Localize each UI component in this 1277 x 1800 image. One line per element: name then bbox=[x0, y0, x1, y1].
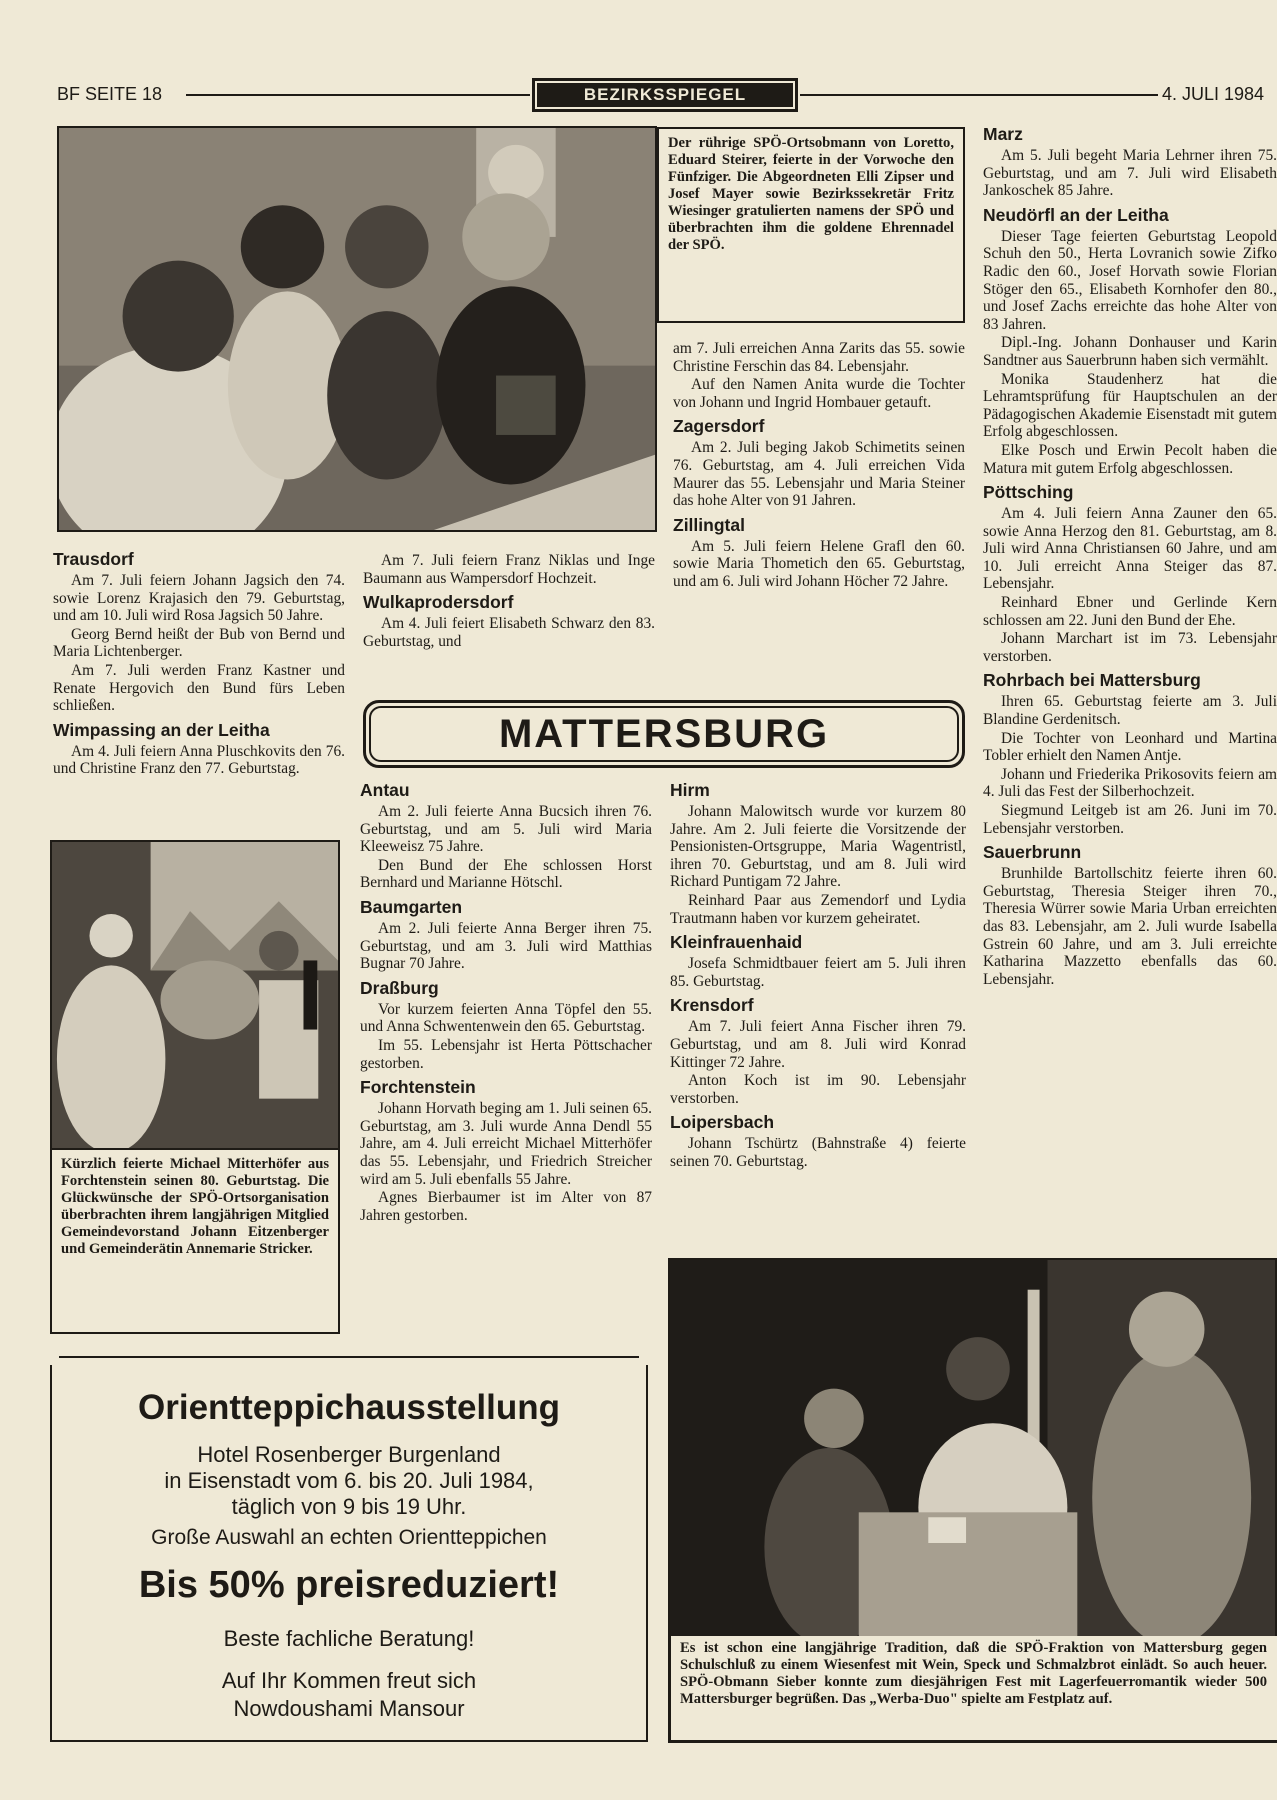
heading-trausdorf: Trausdorf bbox=[53, 549, 134, 569]
text-marz-1: Am 5. Juli begeht Maria Lehrner ihren 75. Geburtstag, und am 7. Juli wird Elisabeth Jankoschek 85 Jahre. bbox=[983, 147, 1277, 200]
ad-selection: Große Auswahl an echten Orientteppichen bbox=[151, 1526, 547, 1549]
ad-advice: Beste fachliche Beratung! bbox=[223, 1626, 475, 1651]
text-neudoerfl-2: Dipl.-Ing. Johann Donhauser und Karin Sandtner aus Sauerbrunn haben sich vermählt. bbox=[983, 334, 1277, 369]
heading-forchtenstein: Forchtenstein bbox=[360, 1077, 476, 1098]
text-sauerbrunn-1: Brunhilde Bartollschitz feierte ihren 60. Geburtstag, Theresia Steiger ihren 70., Theresia Würrer sowie Maria Urban erreichten das 83. Lebensjahr, am 2. Juli wurde Isabella Gstrein 60 Jahre, und am 3. Juli erreichte Katharina Mazzetto ebenfalls das 60. Lebensjahr. bbox=[983, 865, 1277, 988]
text-drassburg-2: Im 55. Lebensjahr ist Herta Pöttschacher gestorben. bbox=[360, 1036, 652, 1072]
heading-sauerbrunn: Sauerbrunn bbox=[983, 842, 1082, 863]
text-wimpassing-1: Am 4. Juli feiern Anna Pluschkovits den 76. und Christine Franz den 77. Geburtstag. bbox=[53, 742, 345, 778]
column-mattersburg-left bbox=[360, 780, 652, 1340]
section-header-mattersburg bbox=[363, 700, 965, 768]
advertisement-orientteppich bbox=[50, 1356, 648, 1742]
ad-welcome: Auf Ihr Kommen freut sich bbox=[221, 1668, 477, 1693]
text-niklas: Am 7. Juli feiern Franz Niklas und Inge Baumann aus Wampersdorf Hochzeit. bbox=[363, 552, 655, 587]
heading-zagersdorf: Zagersdorf bbox=[673, 416, 765, 437]
text-rohrbach-1: Ihren 65. Geburtstag feierte am 3. Juli Blandine Gerdenitsch. bbox=[983, 693, 1277, 729]
text-trausdorf-1: Am 7. Juli feiern Johann Jagsich den 74. sowie Lorenz Krajasich den 79. Geburtstag, und am 10. Juli wird Rosa Jagsich 50 Jahre. bbox=[53, 572, 345, 625]
column-right-middle-upper bbox=[673, 340, 965, 685]
text-wulkaprodersdorf-1: Am 4. Juli feiert Elisabeth Schwarz den 83. Geburtstag, und bbox=[363, 615, 655, 650]
text-rohrbach-2: Die Tochter von Leonhard und Martina Tobler erhielt den Namen Antje. bbox=[983, 729, 1277, 765]
text-baumgarten-1: Am 2. Juli feierte Anna Berger ihren 75. Geburtstag, und am 3. Juli wird Matthias Bugnar 70 Jahre. bbox=[360, 919, 652, 973]
text-hirm-1: Johann Malowitsch wurde vor kurzem 80 Jahre. Am 2. Juli feierte die Vorsitzende der Pensionisten-Ortsgruppe, Maria Wagentristl, ihren 70. Geburtstag, und am 8. Juli wird Richard Puntigam 72 Jahre. bbox=[670, 803, 966, 891]
text-krensdorf-1: Am 7. Juli feiert Anna Fischer ihren 79. Geburtstag, und am 8. Juli wird Konrad Kittinger 72 Jahre. bbox=[670, 1018, 966, 1071]
caption-rule-left bbox=[668, 1630, 671, 1742]
text-zillingtal-1: Am 5. Juli feiern Helene Grafl den 60. sowie Maria Thometich den 65. Geburtstag, und am 6. Juli wird Johann Höcher 72 Jahre. bbox=[673, 537, 965, 590]
ad-title: Orientteppichausstellung bbox=[138, 1388, 560, 1427]
heading-loipersbach: Loipersbach bbox=[670, 1112, 775, 1133]
heading-kleinfrauenhaid: Kleinfrauenhaid bbox=[670, 932, 803, 953]
caption-loretto: Der rührige SPÖ-Ortsobmann von Loretto, Eduard Steirer, feierte in der Vorwoche den Fünfziger. Die Abgeordneten Elli Zipser und Josef Mayer sowie Bezirkssekretär Fritz Wiesinger gratulierten namens der SPÖ und überbrachten ihm die goldene Ehrennadel der SPÖ. bbox=[657, 127, 965, 323]
photo-wiesenfest bbox=[668, 1258, 1277, 1638]
caption-mitterhoefer: Kürzlich feierte Michael Mitterhöfer aus Forchtenstein seinen 80. Geburtstag. Die Glückwünsche der SPÖ-Ortsorganisation überbrachten ihrem langjährigen Mitglied Gemeindevorstand Johann Eitzenberger und Gemeinderätin Annemarie Stricker. bbox=[50, 1148, 340, 1334]
text-kleinfrauenhaid-1: Josefa Schmidtbauer feiert am 5. Juli ihren 85. Geburtstag. bbox=[670, 955, 966, 990]
text-poettsching-2: Reinhard Ebner und Gerlinde Kern schlossen am 22. Juni den Bund der Ehe. bbox=[983, 594, 1277, 629]
heading-drassburg: Draßburg bbox=[360, 977, 439, 998]
text-neudoerfl-1: Dieser Tage feierten Geburtstag Leopold Schuh den 50., Herta Lovranich sowie Zifko Radic den 60., Josef Horvath sowie Florian Stöger den 65., Elisabeth Kornhofer den 80., und Josef Zachs erreichte das hohe Alter von 83 Jahren. bbox=[983, 227, 1277, 333]
text-forchtenstein-1: Johann Horvath beging am 1. Juli seinen 65. Geburtstag, am 3. Juli wurde Anna Dendl 55 Jahre, am 4. Juli erreicht Michael Mitterhöfer das 55. Lebensjahr, und Friedrich Streicher wird am 5. Juli ebenfalls 55 Jahre. bbox=[360, 1100, 652, 1188]
heading-wimpassing: Wimpassing an der Leitha bbox=[53, 719, 270, 740]
ad-hotel: Hotel Rosenberger Burgenland bbox=[197, 1442, 501, 1467]
heading-zillingtal: Zillingtal bbox=[673, 514, 745, 535]
text-trausdorf-2: Georg Bernd heißt der Bub von Bernd und Maria Lichtenberger. bbox=[53, 625, 345, 661]
caption-wiesenfest: Es ist schon eine langjährige Tradition, daß die SPÖ-Fraktion von Mattersburg gegen Schulschluß zu einem Wiesenfest mit Wein, Speck und Schmalzbrot einlädt. So auch heuer. SPÖ-Obmann Sieber konnte zum diesjährigen Fest mit Lagerfeuerromantik wieder 500 Mattersburger begrüßen. Das „Werba-Duo" spielte am Festplatz auf. bbox=[668, 1636, 1277, 1732]
column-middle-upper bbox=[363, 552, 655, 682]
text-drassburg-1: Vor kurzem feierten Anna Töpfel den 55. und Anna Schwentenwein den 65. Geburtstag. bbox=[360, 1000, 652, 1036]
ad-owner: Nowdoushami Mansour bbox=[233, 1696, 465, 1721]
text-rohrbach-4: Siegmund Leitgeb ist am 26. Juni im 70. Lebensjahr verstorben. bbox=[983, 802, 1277, 837]
ad-hours: täglich von 9 bis 19 Uhr. bbox=[231, 1494, 467, 1519]
heading-neudoerfl: Neudörfl an der Leitha bbox=[983, 204, 1169, 225]
text-antau-1: Am 2. Juli feierte Anna Bucsich ihren 76. Geburtstag, und am 5. Juli wird Maria Kleeweisz 75 Jahre. bbox=[360, 803, 652, 856]
heading-poettsching: Pöttsching bbox=[983, 482, 1074, 503]
header-rule-right bbox=[800, 94, 1158, 96]
text-zarits: am 7. Juli erreichen Anna Zarits das 55. sowie Christine Ferschin das 84. Lebensjahr. bbox=[673, 340, 965, 375]
text-forchtenstein-2: Agnes Bierbaumer ist im Alter von 87 Jahren gestorben. bbox=[360, 1189, 652, 1224]
masthead bbox=[532, 78, 798, 112]
text-neudoerfl-4: Elke Posch und Erwin Pecolt haben die Matura mit gutem Erfolg abgeschlossen. bbox=[983, 441, 1277, 477]
ad-discount: Bis 50% preisreduziert! bbox=[138, 1564, 560, 1606]
text-antau-2: Den Bund der Ehe schlossen Horst Bernhard und Marianne Hötschl. bbox=[360, 856, 652, 892]
column-mattersburg-right bbox=[670, 780, 966, 1240]
text-rohrbach-3: Johann und Friederika Prikosovits feiern am 4. Juli das Fest der Silberhochzeit. bbox=[983, 765, 1277, 801]
ad-corner-left bbox=[43, 1349, 59, 1365]
ad-dates: in Eisenstadt vom 6. bis 20. Juli 1984, bbox=[164, 1468, 534, 1493]
column-left-upper bbox=[53, 544, 345, 829]
text-poettsching-1: Am 4. Juli feiern Anna Zauner den 65. sowie Anna Herzog den 81. Geburtstag, am 8. Juli wird Anna Christiansen 60 Jahre, und am 10. Juli erreicht Anna Steiger das 87. Lebensjahr. bbox=[983, 505, 1277, 593]
heading-antau: Antau bbox=[360, 780, 410, 800]
heading-krensdorf: Krensdorf bbox=[670, 995, 754, 1016]
text-poettsching-3: Johann Marchart ist im 73. Lebensjahr verstorben. bbox=[983, 630, 1277, 665]
heading-marz: Marz bbox=[983, 124, 1023, 144]
column-right bbox=[983, 124, 1277, 1246]
heading-wulkaprodersdorf: Wulkaprodersdorf bbox=[363, 592, 514, 613]
heading-rohrbach: Rohrbach bei Mattersburg bbox=[983, 670, 1201, 691]
ad-corner-right bbox=[639, 1349, 655, 1365]
text-trausdorf-3: Am 7. Juli werden Franz Kastner und Renate Hergovich den Bund fürs Leben schließen. bbox=[53, 661, 345, 715]
heading-baumgarten: Baumgarten bbox=[360, 896, 463, 917]
masthead-title: BEZIRKSSPIEGEL bbox=[537, 83, 793, 107]
caption-rule-bottom bbox=[668, 1740, 1277, 1743]
section-title: MATTERSBURG bbox=[369, 706, 959, 762]
text-loipersbach-1: Johann Tschürtz (Bahnstraße 4) feierte seinen 70. Geburtstag. bbox=[670, 1135, 966, 1170]
text-krensdorf-2: Anton Koch ist im 90. Lebensjahr verstorben. bbox=[670, 1072, 966, 1107]
photo-mitterhoefer bbox=[50, 840, 340, 1150]
issue-date: 4. JULI 1984 bbox=[1162, 84, 1265, 104]
text-neudoerfl-3: Monika Staudenherz hat die Lehramtsprüfung für Hauptschulen an der Pädagogischen Akademie Eisenstadt mit gutem Erfolg abgeschlossen. bbox=[983, 370, 1277, 441]
page-number: BF SEITE 18 bbox=[57, 84, 163, 104]
header-rule-left bbox=[186, 94, 530, 96]
photo-loretto-celebration bbox=[57, 126, 657, 532]
heading-hirm: Hirm bbox=[670, 780, 710, 800]
text-anita: Auf den Namen Anita wurde die Tochter von Johann und Ingrid Hombauer getauft. bbox=[673, 376, 965, 411]
text-zagersdorf-1: Am 2. Juli beging Jakob Schimetits seinen 76. Geburtstag, am 4. Juli erreichen Vida Maurer das 55. Lebensjahr und Maria Steiner das hohe Alter von 91 Jahren. bbox=[673, 439, 965, 510]
text-hirm-2: Reinhard Paar aus Zemendorf und Lydia Trautmann haben vor kurzem geheiratet. bbox=[670, 891, 966, 927]
